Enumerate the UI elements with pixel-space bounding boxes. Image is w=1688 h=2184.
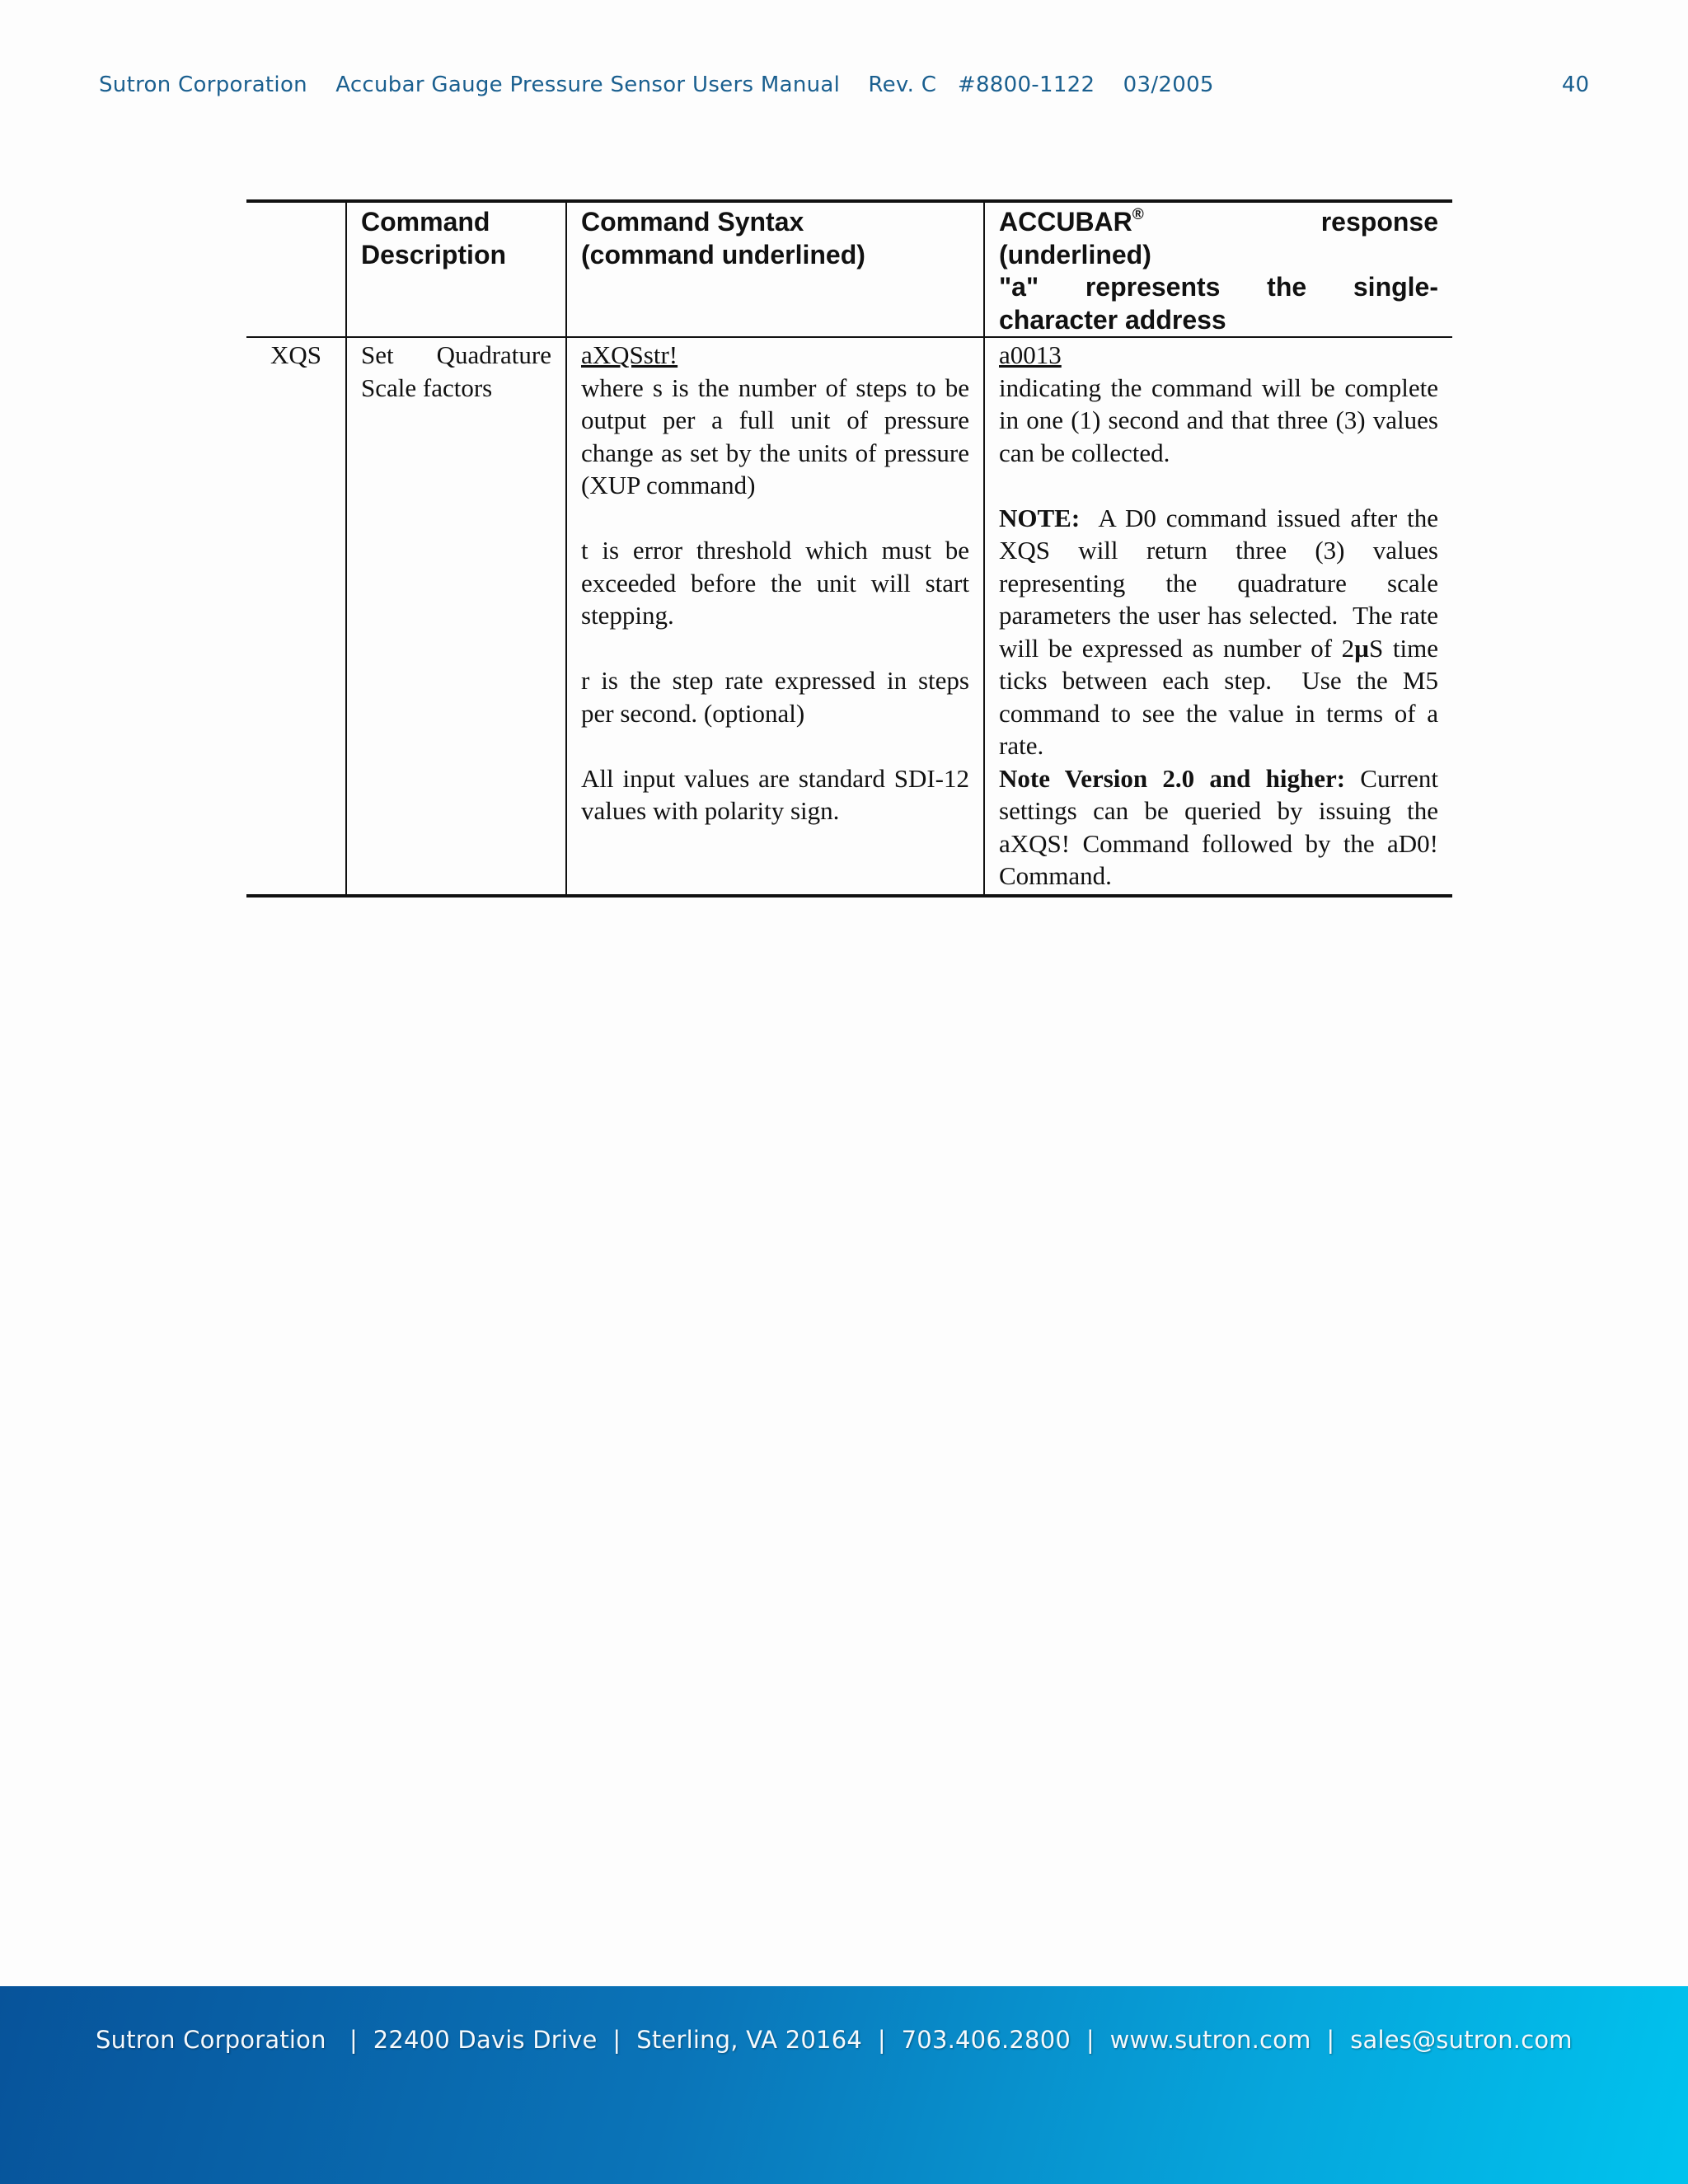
header-cell-syntax — [566, 201, 984, 337]
table-row — [246, 337, 1452, 896]
syntax-param-s: where s is the number of steps to be output per a full unit of pressure change as set by the units of pressure (XUP command) — [581, 373, 982, 499]
note-version-text: Current settings can be queried by issuing the aXQS! Command followed by the aD0! Command. — [999, 763, 1438, 890]
syntax-input-values: All input values are standard SDI-12 values with polarity sign. — [581, 763, 969, 825]
header-response-word: response — [1320, 207, 1438, 237]
header-response-line1 — [999, 206, 1438, 239]
header-title — [99, 73, 1214, 97]
registered-mark: ® — [1132, 206, 1144, 223]
header-syntax-line1: Command Syntax — [581, 207, 804, 237]
response-indication: indicating the command will be complete in one (1) second and that three (3) values can be collected. — [999, 373, 1438, 467]
table-header-row — [246, 201, 1452, 337]
header-response-line2: (underlined) — [999, 239, 1151, 269]
syntax-param-t: t is error threshold which must be exceeded before the unit will start stepping. — [581, 536, 969, 630]
response-note-version — [999, 762, 1438, 894]
header-cell-command — [246, 201, 346, 337]
header-response-line3: "a" represents the single-character address — [999, 272, 1438, 335]
command-table — [246, 199, 1452, 898]
header-cell-description: Command Description — [346, 201, 566, 337]
page-footer — [0, 1986, 1688, 2184]
page-header — [99, 73, 1589, 105]
header-brand: ACCUBAR — [999, 207, 1132, 237]
syntax-param-r: r is the step rate expressed in steps per second. (optional) — [581, 666, 969, 728]
header-syntax-line2: (command underlined) — [581, 239, 865, 269]
cell-syntax — [566, 337, 984, 896]
response-note — [999, 502, 1445, 762]
header-doc-number: #8800-1122 — [957, 73, 1095, 97]
page-number: 40 — [1561, 73, 1589, 97]
note-mu: µ — [1354, 633, 1370, 663]
note-label: NOTE: — [999, 503, 1081, 532]
header-manual: Accubar Gauge Pressure Sensor Users Manual — [335, 73, 841, 97]
header-company: Sutron Corporation — [99, 73, 307, 97]
header-revision: Rev. C — [868, 73, 937, 97]
note-text-b: S time ticks between each step. Use the M5 command to see the value in terms of a rate. — [999, 633, 1445, 760]
cell-command: XQS — [246, 337, 346, 896]
header-date: 03/2005 — [1123, 73, 1214, 97]
syntax-command: aXQSstr! — [581, 340, 678, 369]
cell-description: Set Quadrature Scale factors — [346, 337, 566, 896]
note-text-a: A D0 command issued after the XQS will return three (3) values representing the quadrature scale parameters the user has selected. The rate will be expressed as number of 2 — [999, 503, 1445, 663]
header-cell-response — [984, 201, 1452, 337]
footer-contact: Sutron Corporation | 22400 Davis Drive | Sterling, VA 20164 | 703.406.2800 | www.sutron.com | sales@sutron.com — [96, 2026, 1573, 2054]
cell-response — [984, 337, 1452, 896]
response-command: a0013 — [999, 340, 1062, 369]
note-version-label: Note Version 2.0 and higher: — [999, 763, 1346, 793]
